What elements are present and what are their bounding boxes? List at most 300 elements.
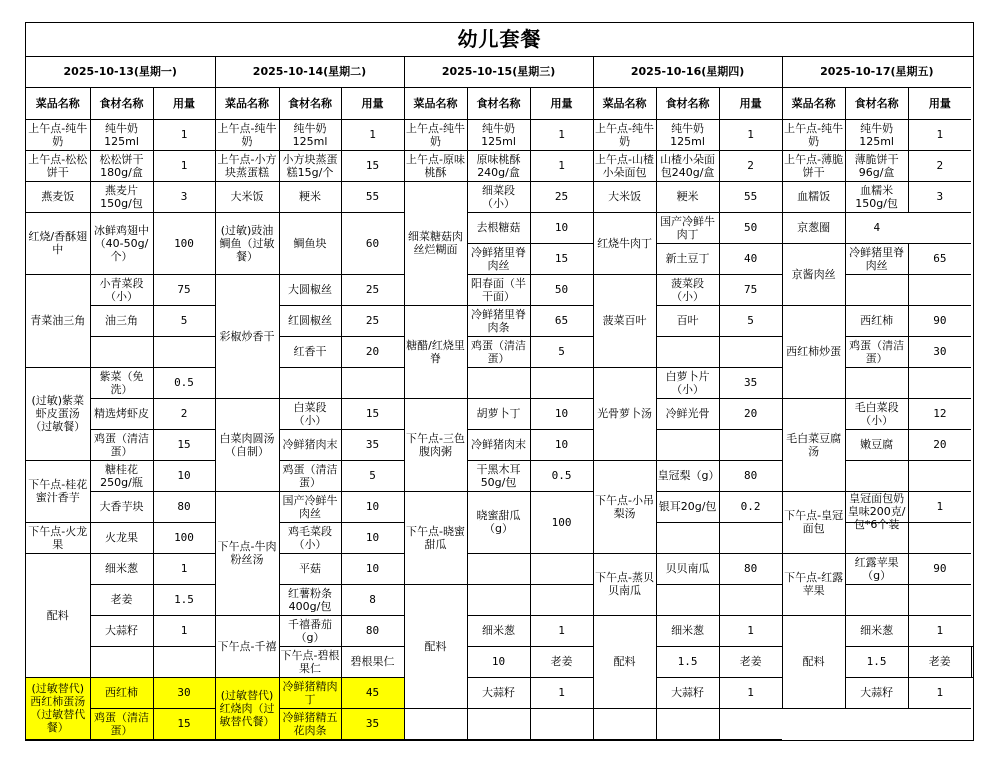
cell-text: 20: [743, 407, 758, 420]
qty-header: 用量: [341, 87, 404, 119]
cell-text: (过敏替代)红烧肉（过敏替代餐）: [219, 688, 275, 728]
table-cell: [656, 646, 719, 677]
table-cell: [530, 584, 593, 615]
table-cell: [845, 336, 908, 367]
table-cell: [530, 677, 593, 708]
cell-text: 下午点-碧根果仁: [280, 648, 340, 675]
table-cell: [26, 119, 90, 150]
cell-text: 松松饼干 180g/盒: [99, 152, 144, 179]
table-cell: [467, 460, 530, 491]
cell-text: 12: [933, 407, 947, 420]
table-cell: [279, 305, 341, 336]
table-cell: [908, 584, 971, 615]
table-row: [26, 615, 973, 646]
table-cell: [26, 181, 90, 212]
table-cell: [467, 553, 530, 584]
table-cell: [90, 150, 153, 181]
cell-text: 鲷鱼块: [293, 236, 327, 250]
cell-text: 彩椒炒香干: [219, 329, 275, 343]
table-cell: [593, 553, 656, 615]
table-cell: [908, 460, 971, 491]
table-cell: [656, 677, 719, 708]
table-cell: [656, 212, 719, 243]
cell-text: 大米饭: [230, 190, 264, 203]
table-cell: [908, 646, 971, 677]
table-cell: [719, 460, 782, 491]
table-cell: [90, 491, 153, 522]
table-cell: [404, 305, 467, 398]
table-cell: [719, 584, 782, 615]
table-cell: [26, 367, 90, 460]
table-cell: [782, 181, 845, 212]
cell-text: 红露苹果（g）: [854, 555, 899, 582]
cell-text: 下午点-皇冠面包: [784, 509, 844, 535]
table-cell: [719, 336, 782, 367]
table-cell: [215, 150, 279, 181]
table-cell: [782, 243, 845, 305]
cell-text: 1: [747, 686, 754, 699]
table-cell: [593, 181, 656, 212]
cell-text: 30: [177, 686, 191, 699]
cell-text: 配料: [613, 655, 636, 668]
cell-text: 糖醋/红烧里脊: [406, 338, 465, 365]
cell-text: 大香芋块: [99, 500, 144, 513]
table-cell: [404, 398, 467, 491]
cell-text: 10: [554, 407, 569, 420]
table-cell: [26, 460, 90, 522]
table-cell: [341, 181, 404, 212]
table-cell: [656, 181, 719, 212]
table-cell: [341, 708, 404, 739]
cell-text: 上午点-纯牛奶: [784, 121, 844, 148]
cell-text: 1: [180, 624, 188, 637]
cell-text: 燕麦饭: [41, 190, 75, 203]
cell-text: 纯牛奶 125ml: [859, 121, 894, 148]
cell-text: 白菜段（小）: [293, 400, 327, 427]
cell-text: 1: [180, 159, 188, 172]
cell-text: 上午点-纯牛奶: [28, 121, 88, 148]
cell-text: 精选烤虾皮: [94, 407, 149, 420]
table-cell: [782, 305, 845, 398]
cell-text: 糖桂花 250g/瓶: [100, 462, 143, 489]
cell-text: 平菇: [299, 562, 321, 575]
table-cell: [530, 398, 593, 429]
table-cell: [845, 491, 908, 531]
cell-text: 1.5: [677, 655, 698, 668]
cell-text: 10: [365, 500, 380, 513]
cell-text: 胡萝卜丁: [476, 407, 521, 420]
cell-text: 下午点-红露苹果: [784, 571, 844, 597]
cell-text: 老姜: [110, 593, 133, 606]
table-cell: [908, 181, 971, 212]
table-cell: [971, 646, 973, 677]
cell-text: 光骨萝卜汤: [597, 407, 653, 420]
table-cell: [719, 553, 782, 584]
cell-text: 鸡毛菜段（小）: [288, 524, 332, 551]
menu-sheet: [25, 22, 974, 741]
cell-text: 5: [558, 345, 565, 358]
table-cell: [656, 398, 719, 429]
cell-text: 干黑木耳 50g/包: [476, 462, 521, 489]
table-cell: [530, 429, 593, 460]
cell-text: 鸡蛋（清洁蛋）: [94, 431, 149, 458]
table-cell: [467, 615, 530, 646]
cell-text: 新土豆丁: [665, 252, 710, 265]
table-cell: [719, 522, 782, 553]
cell-text: 去根糖菇: [476, 221, 521, 234]
cell-text: 配料: [802, 655, 825, 668]
table-cell: [404, 150, 467, 181]
table-cell: [279, 150, 341, 181]
cell-text: 15: [554, 252, 569, 265]
table-cell: [341, 367, 404, 398]
table-cell: [845, 243, 908, 274]
cell-text: 细米葱: [105, 562, 138, 575]
table-cell: [341, 615, 404, 646]
table-cell: [279, 522, 341, 553]
ingredient-header: 食材名称: [656, 87, 719, 119]
table-cell: [90, 677, 153, 708]
table-row: [26, 491, 973, 522]
table-cell: [153, 646, 215, 677]
table-cell: [656, 243, 719, 274]
cell-text: 上午点-薄脆饼干: [784, 152, 844, 179]
table-cell: [404, 119, 467, 150]
table-cell: [279, 212, 341, 274]
table-cell: [153, 274, 215, 305]
cell-text: 小方块蒸蛋糕15g/个: [282, 152, 338, 179]
table-cell: [153, 429, 215, 460]
table-cell: [341, 553, 404, 584]
table-cell: [530, 336, 593, 367]
table-cell: [279, 336, 341, 367]
table-cell: [782, 553, 845, 615]
table-cell: [782, 119, 845, 150]
table-cell: [404, 491, 467, 584]
table-cell: [782, 615, 845, 708]
table-cell: [279, 274, 341, 305]
cell-text: 55: [365, 190, 380, 203]
table-cell: [215, 677, 279, 739]
cell-text: 冷鲜猪里脊肉丝: [849, 245, 905, 272]
cell-text: 京酱肉丝: [791, 267, 836, 281]
cell-text: 下午点-牛肉粉丝汤: [217, 540, 277, 566]
cell-text: 1: [747, 624, 754, 637]
table-cell: [719, 646, 782, 677]
cell-text: 白萝卜片（小）: [665, 369, 710, 396]
table-cell: [467, 181, 530, 212]
cell-text: 100: [174, 531, 194, 544]
dish-header: 菜品名称: [404, 87, 467, 119]
cell-text: 10: [365, 562, 380, 575]
table-cell: [341, 398, 404, 429]
table-cell: [908, 615, 971, 646]
table-cell: [153, 584, 215, 615]
table-cell: [279, 615, 341, 646]
table-cell: [845, 367, 908, 398]
cell-text: 老姜: [928, 655, 951, 668]
table-cell: [908, 553, 971, 584]
cell-text: 血糯饭: [797, 190, 831, 203]
dish-header: 菜品名称: [26, 87, 90, 119]
cell-text: 10: [365, 531, 380, 544]
cell-text: 血糯米 150g/包: [855, 183, 898, 210]
table-cell: [845, 212, 908, 243]
cell-text: 35: [743, 376, 758, 389]
cell-text: 1: [936, 500, 944, 513]
cell-text: 鸡蛋（清洁蛋）: [471, 338, 527, 365]
table-cell: [279, 119, 341, 150]
cell-text: 1: [936, 128, 944, 141]
table-cell: [656, 336, 719, 367]
cell-text: 100: [551, 515, 572, 529]
table-cell: [90, 119, 153, 150]
table-cell: [215, 274, 279, 398]
table-cell: [467, 336, 530, 367]
table-cell: [153, 491, 215, 522]
table-cell: [908, 243, 971, 274]
table-cell: [845, 646, 908, 677]
table-cell: [153, 150, 215, 181]
table-cell: [467, 274, 530, 305]
cell-text: 下午点-桂花蜜汁香芋: [28, 478, 88, 504]
cell-text: 10: [554, 438, 569, 451]
cell-text: 细米葱: [860, 624, 894, 637]
cell-text: 2: [747, 159, 754, 172]
cell-text: 毛白菜段（小）: [854, 400, 899, 427]
table-cell: [530, 181, 593, 212]
table-cell: [782, 491, 845, 553]
table-cell: [845, 305, 908, 336]
cell-text: 鸡蛋（清洁蛋）: [849, 338, 905, 365]
table-cell: [719, 677, 782, 708]
table-cell: [782, 150, 845, 181]
table-cell: [467, 243, 530, 274]
cell-text: 大蒜籽: [482, 686, 516, 699]
table-row: [26, 708, 973, 739]
cell-text: 15: [365, 407, 380, 420]
cell-text: 百叶: [676, 314, 699, 327]
table-row: [26, 150, 973, 181]
table-cell: [341, 212, 404, 274]
table-cell: [279, 429, 341, 460]
cell-text: 西红柿: [860, 314, 894, 327]
cell-text: 1: [558, 624, 565, 637]
cell-text: 山楂小朵面包240g/盒: [660, 152, 716, 179]
date-header: 2025-10-15(星期三): [404, 57, 593, 87]
table-cell: [467, 398, 530, 429]
table-cell: [90, 708, 153, 739]
cell-text: 80: [743, 469, 758, 482]
cell-text: 大圆椒丝: [288, 283, 332, 296]
cell-text: 老姜: [739, 655, 762, 668]
qty-header: 用量: [908, 87, 971, 119]
cell-text: 嫩豆腐: [860, 438, 894, 451]
table-cell: [593, 460, 656, 553]
table-cell: [908, 367, 971, 398]
table-cell: [845, 677, 908, 708]
table-row: [26, 398, 973, 429]
table-cell: [467, 677, 530, 708]
cell-text: 0.5: [174, 376, 194, 389]
cell-text: 配料: [424, 639, 447, 653]
table-cell: [530, 553, 593, 584]
table-cell: [656, 584, 719, 615]
table-cell: [341, 429, 404, 460]
table-cell: [530, 491, 593, 553]
table-cell: [26, 677, 90, 739]
date-header: 2025-10-13(星期一): [26, 57, 215, 87]
cell-text: 1: [180, 562, 188, 575]
cell-text: 千禧番茄（g）: [288, 617, 332, 644]
cell-text: 50: [743, 221, 758, 234]
table-cell: [341, 460, 404, 491]
table-cell: [90, 553, 153, 584]
cell-text: 鸡蛋（清洁蛋）: [94, 710, 149, 737]
cell-text: 下午点-晓蜜甜瓜: [406, 524, 466, 551]
cell-text: 冷鲜猪精五花肉条: [282, 710, 338, 737]
table-cell: [467, 119, 530, 150]
cell-text: 细米葱: [671, 624, 705, 637]
table-cell: [719, 181, 782, 212]
cell-text: 西红柿炒蛋: [786, 345, 842, 358]
table-cell: [530, 615, 593, 646]
table-cell: [782, 398, 845, 491]
table-cell: [26, 274, 90, 367]
cell-text: 火龙果: [105, 531, 138, 544]
table-cell: [90, 367, 153, 398]
cell-text: 80: [365, 624, 380, 637]
cell-text: 50: [554, 283, 569, 296]
cell-text: 细菜段（小）: [482, 183, 516, 210]
dish-header: 菜品名称: [782, 87, 845, 119]
ingredient-header: 食材名称: [467, 87, 530, 119]
table-cell: [530, 274, 593, 305]
cell-text: 上午点-纯牛奶: [217, 121, 277, 148]
cell-text: 1: [369, 128, 376, 141]
table-cell: [845, 119, 908, 150]
table-cell: [90, 522, 153, 553]
table-cell: [90, 274, 153, 305]
table-cell: [215, 398, 279, 491]
cell-text: 上午点-纯牛奶: [595, 121, 655, 148]
cell-text: 25: [365, 283, 380, 296]
cell-text: 2: [936, 159, 944, 172]
qty-header: 用量: [153, 87, 215, 119]
table-cell: [467, 212, 530, 243]
cell-text: 上午点-山楂小朵面包: [595, 152, 655, 179]
cell-text: 55: [743, 190, 758, 203]
cell-text: (过敏)紫菜虾皮蛋汤（过敏餐）: [30, 394, 86, 433]
table-cell: [656, 460, 719, 491]
table-cell: [719, 708, 782, 739]
table-cell: [719, 305, 782, 336]
cell-text: 5: [747, 314, 754, 327]
cell-text: 纯牛奶 125ml: [292, 121, 328, 148]
qty-header: 用量: [719, 87, 782, 119]
table-cell: [593, 274, 656, 367]
cell-text: 65: [933, 252, 947, 265]
table-cell: [593, 615, 656, 708]
table-cell: [908, 274, 971, 305]
cell-text: 35: [365, 717, 380, 730]
table-cell: [215, 181, 279, 212]
cell-text: 纯牛奶 125ml: [481, 121, 516, 148]
table-cell: [90, 305, 153, 336]
cell-text: 红烧/香酥翅中: [28, 230, 88, 256]
table-row: [26, 119, 973, 150]
cell-text: 1: [558, 159, 565, 172]
cell-text: 老姜: [550, 655, 573, 668]
cell-text: 90: [933, 314, 947, 327]
cell-text: 下午点-三色腹肉粥: [406, 431, 466, 458]
table-row: [26, 212, 973, 243]
table-cell: [656, 150, 719, 181]
cell-text: 10: [177, 469, 191, 482]
cell-text: 20: [365, 345, 380, 358]
table-cell: [845, 274, 908, 305]
cell-text: 1.5: [174, 593, 194, 606]
table-cell: [153, 460, 215, 491]
cell-text: 菠菜百叶: [602, 314, 647, 327]
cell-text: 25: [365, 314, 380, 327]
date-header: 2025-10-16(星期四): [593, 57, 782, 87]
cell-text: 1: [558, 128, 565, 141]
cell-text: 粳米: [676, 190, 699, 203]
table-cell: [593, 212, 656, 274]
cell-text: 皇冠梨（g）: [657, 469, 720, 482]
cell-text: 红烧牛肉丁: [597, 236, 653, 250]
table-cell: [908, 522, 971, 553]
cell-text: 20: [933, 438, 947, 451]
table-cell: [719, 212, 782, 243]
date-row: [26, 57, 973, 87]
table-cell: [719, 398, 782, 429]
table-cell: [341, 584, 404, 615]
table-cell: [593, 708, 656, 739]
date-header: 2025-10-14(星期二): [215, 57, 404, 87]
cell-text: 15: [177, 438, 191, 451]
cell-text: 纯牛奶 125ml: [104, 121, 139, 148]
table-cell: [279, 398, 341, 429]
cell-text: 晓蜜甜瓜（g）: [476, 509, 521, 535]
cell-text: 25: [554, 190, 569, 203]
table-cell: [719, 243, 782, 274]
table-cell: [341, 522, 404, 553]
table-cell: [845, 398, 908, 429]
cell-text: 冰鲜鸡翅中（40-50g/个）: [94, 223, 149, 263]
table-cell: [530, 460, 593, 491]
cell-text: 鸡蛋（清洁蛋）: [282, 462, 338, 489]
cell-text: 10: [554, 221, 569, 234]
table-cell: [656, 491, 719, 522]
cell-text: 配料: [46, 608, 69, 622]
table-cell: [90, 429, 153, 460]
table-cell: [153, 212, 215, 274]
cell-text: 碧根果仁: [350, 655, 395, 668]
cell-text: 燕麦片 150g/包: [100, 183, 143, 210]
table-cell: [215, 491, 279, 615]
table-cell: [279, 646, 341, 677]
cell-text: 纯牛奶 125ml: [670, 121, 705, 148]
table-cell: [153, 181, 215, 212]
table-cell: [90, 336, 153, 367]
table-cell: [279, 491, 341, 522]
table-cell: [26, 522, 90, 553]
table-cell: [845, 460, 908, 491]
table-cell: [530, 243, 593, 274]
table-cell: [530, 367, 593, 398]
